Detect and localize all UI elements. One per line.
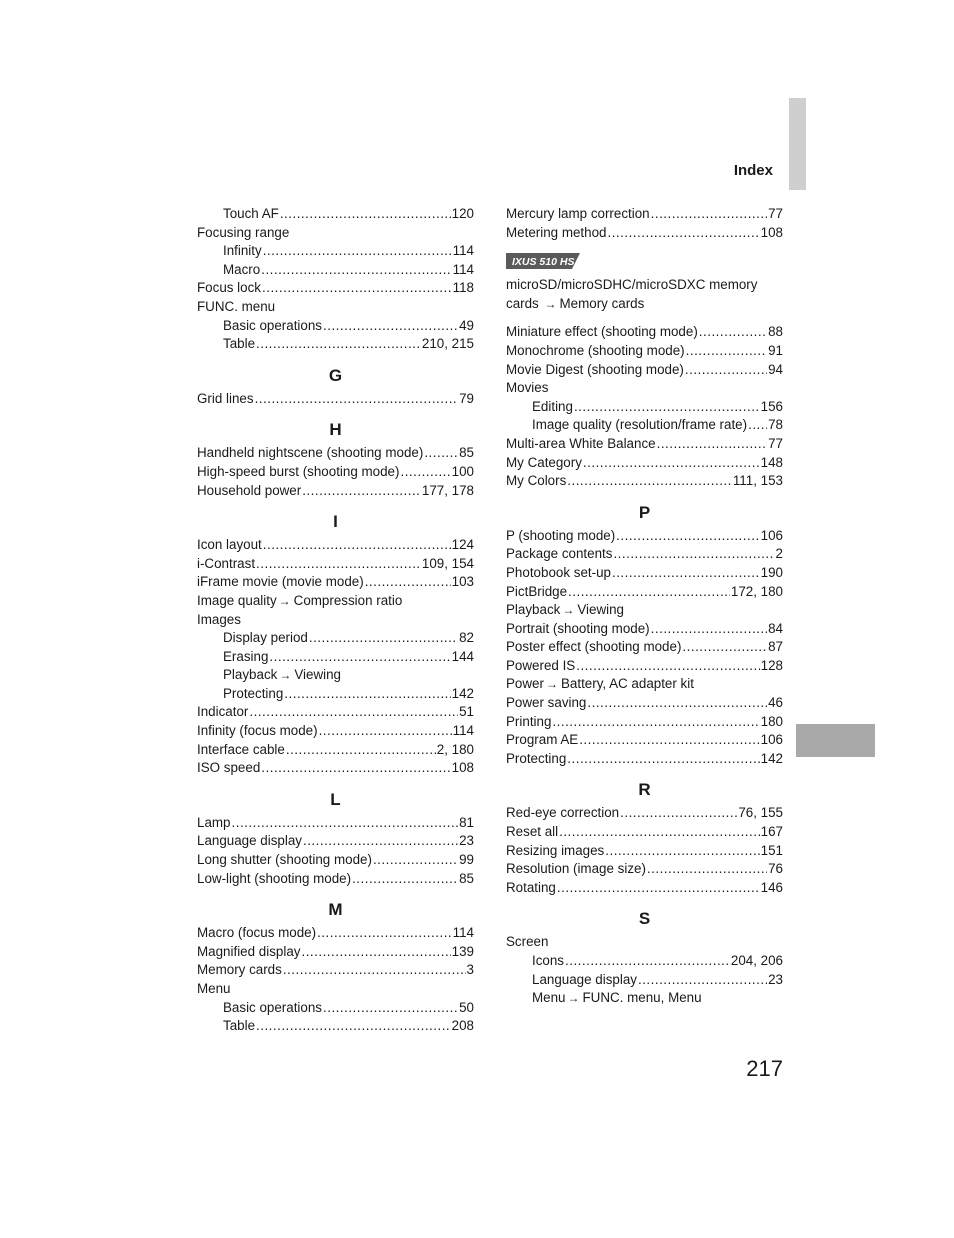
index-entry bbox=[506, 224, 783, 243]
entry-page-ref: 79 bbox=[459, 390, 474, 406]
entry-label: Handheld nightscene (shooting mode) bbox=[197, 445, 424, 461]
entry-label: Basic operations bbox=[223, 999, 322, 1015]
index-entry bbox=[197, 611, 474, 630]
entry-page-ref: 87 bbox=[768, 639, 783, 655]
dot-leader bbox=[263, 536, 451, 555]
dot-leader bbox=[682, 638, 767, 657]
index-entry bbox=[506, 527, 783, 546]
index-entry bbox=[197, 573, 474, 592]
entry-label: microSD/microSDHC/microSDXC memory cards bbox=[506, 277, 758, 311]
entry-label: Focus lock bbox=[197, 280, 261, 296]
entry-page-ref: 88 bbox=[768, 324, 783, 340]
index-entry bbox=[197, 924, 474, 943]
entry-page-ref: 99 bbox=[459, 852, 474, 868]
index-column-left bbox=[197, 205, 474, 1036]
dot-leader bbox=[283, 961, 466, 980]
index-entry bbox=[197, 279, 474, 298]
entry-label: My Colors bbox=[506, 473, 567, 489]
dot-leader bbox=[255, 390, 459, 409]
entry-label: Movie Digest (shooting mode) bbox=[506, 361, 684, 377]
entry-label: Powered IS bbox=[506, 657, 576, 673]
entry-label: Resizing images bbox=[506, 842, 605, 858]
index-entry bbox=[197, 851, 474, 870]
dot-leader bbox=[647, 860, 767, 879]
entry-label: Monochrome (shooting mode) bbox=[506, 342, 685, 358]
dot-leader bbox=[565, 952, 730, 971]
dot-leader bbox=[309, 629, 458, 648]
entry-label: Menu bbox=[532, 990, 566, 1006]
entry-page-ref: 208 bbox=[451, 1018, 474, 1034]
arrow-right-icon: → bbox=[562, 603, 575, 618]
index-entry bbox=[197, 482, 474, 501]
dot-leader bbox=[263, 242, 452, 261]
index-subentry bbox=[197, 999, 474, 1018]
model-badge bbox=[506, 253, 580, 269]
entry-label: Macro (focus mode) bbox=[197, 925, 317, 941]
index-entry bbox=[197, 741, 474, 760]
dot-leader bbox=[557, 879, 760, 898]
index-entry bbox=[197, 298, 474, 317]
index-entry bbox=[506, 323, 783, 342]
index-entry bbox=[506, 435, 783, 454]
index-entry bbox=[506, 860, 783, 879]
index-subentry bbox=[197, 242, 474, 261]
index-entry bbox=[506, 879, 783, 898]
entry-page-ref: 23 bbox=[768, 971, 783, 987]
dot-leader bbox=[249, 703, 458, 722]
entry-label: Power bbox=[506, 676, 544, 692]
dot-leader bbox=[574, 398, 760, 417]
entry-label: Image quality bbox=[197, 592, 277, 608]
entry-label: Table bbox=[223, 336, 256, 352]
index-entry bbox=[506, 545, 783, 564]
index-entry bbox=[506, 933, 783, 952]
entry-label: Low-light (shooting mode) bbox=[197, 870, 352, 886]
index-subentry bbox=[197, 1017, 474, 1036]
index-entry bbox=[506, 454, 783, 473]
index-subentry bbox=[197, 685, 474, 704]
entry-page-ref: 114 bbox=[452, 723, 474, 739]
entry-label: ISO speed bbox=[197, 760, 261, 776]
entry-label: Photobook set-up bbox=[506, 564, 611, 580]
entry-label: FUNC. menu bbox=[197, 298, 276, 314]
index-entry bbox=[506, 342, 783, 361]
entry-label: High-speed burst (shooting mode) bbox=[197, 463, 400, 479]
entry-page-ref: 142 bbox=[451, 685, 474, 701]
entry-label: Table bbox=[223, 1018, 256, 1034]
dot-leader bbox=[323, 317, 458, 336]
dot-leader bbox=[605, 842, 759, 861]
entry-label: Protecting bbox=[506, 750, 567, 766]
index-section-letter: P bbox=[638, 502, 651, 522]
entry-label: Infinity (focus mode) bbox=[197, 723, 318, 739]
dot-leader bbox=[699, 323, 767, 342]
entry-page-ref: 46 bbox=[768, 695, 783, 711]
entry-page-ref: 177, 178 bbox=[421, 482, 474, 498]
entry-page-ref: 106 bbox=[760, 527, 783, 543]
dot-leader bbox=[651, 620, 767, 639]
entry-page-ref: 114 bbox=[452, 261, 474, 277]
entry-page-ref: 120 bbox=[451, 206, 474, 221]
index-entry bbox=[197, 980, 474, 999]
entry-page-ref: 85 bbox=[459, 445, 474, 461]
dot-leader bbox=[284, 685, 450, 704]
dot-leader bbox=[256, 1017, 451, 1036]
index-entry bbox=[506, 804, 783, 823]
index-section-letter: R bbox=[638, 780, 651, 800]
dot-leader bbox=[607, 224, 759, 243]
index-entry bbox=[197, 814, 474, 833]
index-entry bbox=[197, 463, 474, 482]
entry-page-ref: 108 bbox=[760, 224, 783, 240]
dot-leader bbox=[651, 205, 767, 224]
index-section-letter: I bbox=[333, 512, 338, 532]
dot-leader bbox=[317, 924, 452, 943]
entry-page-ref: 85 bbox=[459, 870, 474, 886]
entry-label: Poster effect (shooting mode) bbox=[506, 639, 682, 655]
entry-page-ref: 91 bbox=[768, 342, 783, 358]
index-entry bbox=[506, 657, 783, 676]
entry-page-ref: 114 bbox=[452, 925, 474, 941]
entry-page-ref: 100 bbox=[451, 463, 474, 479]
dot-leader bbox=[302, 482, 421, 501]
entry-label: My Category bbox=[506, 454, 582, 470]
dot-leader bbox=[256, 335, 421, 354]
index-subentry bbox=[197, 648, 474, 667]
index-entry bbox=[506, 842, 783, 861]
index-entry bbox=[506, 379, 783, 398]
index-section-letter: M bbox=[328, 900, 343, 920]
entry-page-ref: 128 bbox=[760, 657, 783, 673]
entry-label: Reset all bbox=[506, 824, 559, 840]
entry-label: Package contents bbox=[506, 546, 613, 562]
dot-leader bbox=[323, 999, 458, 1018]
index-entry bbox=[197, 832, 474, 851]
arrow-right-icon: → bbox=[544, 296, 557, 311]
dot-leader bbox=[262, 279, 452, 298]
entry-label: Erasing bbox=[223, 648, 269, 664]
index-entry bbox=[506, 638, 783, 657]
model-badge-text: IXUS 510 HS bbox=[512, 256, 575, 269]
entry-page-ref: 51 bbox=[459, 704, 474, 720]
dot-leader bbox=[256, 555, 421, 574]
dot-leader bbox=[616, 527, 759, 546]
crossref-target: Battery, AC adapter kit bbox=[560, 676, 694, 692]
entry-page-ref: 151 bbox=[760, 842, 783, 858]
entry-label: Editing bbox=[532, 398, 573, 414]
index-subentry bbox=[197, 629, 474, 648]
index-subentry bbox=[197, 317, 474, 336]
entry-page-ref: 50 bbox=[459, 999, 474, 1015]
entry-label: Protecting bbox=[223, 685, 284, 701]
index-entry bbox=[197, 703, 474, 722]
crossref-target: FUNC. menu, Menu bbox=[582, 990, 702, 1006]
index-entry bbox=[197, 555, 474, 574]
dot-leader bbox=[319, 722, 452, 741]
index-entry-crossref bbox=[506, 601, 783, 620]
entry-label: Multi-area White Balance bbox=[506, 435, 656, 451]
index-entry bbox=[506, 361, 783, 380]
entry-page-ref: 156 bbox=[760, 398, 783, 414]
entry-label: Basic operations bbox=[223, 317, 322, 333]
dot-leader bbox=[686, 342, 767, 361]
index-entry bbox=[506, 750, 783, 769]
index-subentry bbox=[197, 261, 474, 280]
index-entry bbox=[197, 943, 474, 962]
entry-page-ref: 204, 206 bbox=[730, 953, 783, 968]
index-subentry bbox=[197, 335, 474, 354]
dot-leader bbox=[373, 851, 458, 870]
entry-label: Images bbox=[197, 611, 241, 627]
index-entry bbox=[197, 961, 474, 980]
dot-leader bbox=[567, 750, 759, 769]
entry-label: Movies bbox=[506, 380, 549, 396]
entry-page-ref: 111, 153 bbox=[732, 473, 783, 489]
dot-leader bbox=[587, 694, 767, 713]
dot-leader bbox=[301, 943, 450, 962]
entry-page-ref: 139 bbox=[451, 943, 474, 959]
entry-label: Metering method bbox=[506, 224, 607, 240]
entry-page-ref: 103 bbox=[451, 574, 474, 590]
crossref-target: Compression ratio bbox=[293, 592, 403, 608]
entry-page-ref: 76 bbox=[768, 861, 783, 877]
dot-leader bbox=[232, 814, 459, 833]
entry-label: Focusing range bbox=[197, 224, 290, 240]
index-entry bbox=[506, 205, 783, 224]
index-entry-crossref bbox=[506, 276, 783, 313]
dot-leader bbox=[685, 361, 767, 380]
crossref-target: Viewing bbox=[294, 667, 341, 683]
entry-label: Menu bbox=[197, 981, 231, 996]
entry-label: Mercury lamp correction bbox=[506, 206, 650, 221]
entry-label: Rotating bbox=[506, 879, 556, 895]
entry-page-ref: 142 bbox=[760, 750, 783, 766]
entry-page-ref: 76, 155 bbox=[738, 805, 783, 821]
entry-label: Screen bbox=[506, 934, 549, 950]
entry-label: Program AE bbox=[506, 732, 579, 748]
dot-leader bbox=[620, 804, 737, 823]
dot-leader bbox=[612, 564, 760, 583]
entry-label: Power saving bbox=[506, 695, 587, 711]
crossref-target: Memory cards bbox=[559, 295, 645, 311]
entry-label: Display period bbox=[223, 630, 308, 646]
entry-page-ref: 172, 180 bbox=[730, 583, 783, 599]
entry-page-ref: 109, 154 bbox=[421, 555, 474, 571]
entry-page-ref: 49 bbox=[459, 317, 474, 333]
crossref-target: Viewing bbox=[577, 602, 624, 618]
dot-leader bbox=[567, 472, 732, 491]
index-section-letter: L bbox=[330, 789, 341, 809]
arrow-right-icon: → bbox=[545, 677, 558, 692]
dot-leader bbox=[400, 463, 450, 482]
entry-label: Image quality (resolution/frame rate) bbox=[532, 417, 748, 433]
index-entry bbox=[506, 823, 783, 842]
index-entry bbox=[506, 583, 783, 602]
dot-leader bbox=[424, 444, 458, 463]
entry-page-ref: 190 bbox=[760, 564, 783, 580]
arrow-right-icon: → bbox=[279, 668, 292, 683]
entry-page-ref: 114 bbox=[452, 243, 474, 259]
dot-leader bbox=[303, 832, 458, 851]
index-entry bbox=[506, 472, 783, 491]
entry-label: Playback bbox=[506, 602, 561, 618]
entry-label: Magnified display bbox=[197, 943, 301, 959]
entry-page-ref: 2 bbox=[775, 546, 783, 562]
entry-label: Portrait (shooting mode) bbox=[506, 620, 650, 636]
index-subentry bbox=[506, 416, 783, 435]
entry-label: Lamp bbox=[197, 814, 231, 830]
entry-label: Long shutter (shooting mode) bbox=[197, 852, 372, 868]
index-section-letter: S bbox=[638, 909, 651, 929]
dot-leader bbox=[748, 416, 767, 435]
index-subentry bbox=[506, 952, 783, 971]
entry-page-ref: 3 bbox=[466, 962, 474, 978]
index-subentry bbox=[197, 205, 474, 224]
index-entry bbox=[506, 731, 783, 750]
dot-leader bbox=[583, 454, 760, 473]
entry-label: Language display bbox=[532, 971, 637, 987]
dot-leader bbox=[365, 573, 451, 592]
dot-leader bbox=[261, 261, 451, 280]
index-entry bbox=[197, 536, 474, 555]
entry-label: Interface cable bbox=[197, 741, 285, 757]
entry-label: Miniature effect (shooting mode) bbox=[506, 324, 698, 340]
entry-page-ref: 81 bbox=[459, 814, 474, 830]
entry-page-ref: 94 bbox=[768, 361, 783, 377]
entry-label: Icons bbox=[532, 953, 565, 968]
index-entry-crossref bbox=[197, 666, 474, 685]
entry-label: Household power bbox=[197, 482, 302, 498]
entry-label: Red-eye correction bbox=[506, 805, 620, 821]
dot-leader bbox=[568, 583, 730, 602]
dot-leader bbox=[261, 759, 450, 778]
entry-page-ref: 210, 215 bbox=[421, 336, 474, 352]
entry-label: i-Contrast bbox=[197, 555, 256, 571]
entry-page-ref: 180 bbox=[760, 713, 783, 729]
entry-page-ref: 118 bbox=[452, 280, 474, 296]
entry-page-ref: 144 bbox=[451, 648, 474, 664]
index-subentry bbox=[506, 971, 783, 990]
dot-leader bbox=[280, 205, 451, 224]
entry-page-ref: 2, 180 bbox=[436, 741, 474, 757]
index-entry bbox=[506, 564, 783, 583]
dot-leader bbox=[286, 741, 436, 760]
entry-page-ref: 77 bbox=[768, 435, 783, 451]
spacer bbox=[506, 313, 783, 323]
entry-label: iFrame movie (movie mode) bbox=[197, 574, 364, 590]
page-header-title: Index bbox=[733, 162, 773, 179]
entry-label: Language display bbox=[197, 833, 302, 849]
dot-leader bbox=[552, 713, 759, 732]
index-section-letter: G bbox=[328, 365, 343, 385]
entry-label: Indicator bbox=[197, 704, 249, 720]
entry-page-ref: 77 bbox=[768, 206, 783, 221]
chapter-tab-decoration bbox=[789, 98, 806, 190]
dot-leader bbox=[657, 435, 768, 454]
index-entry bbox=[506, 620, 783, 639]
index-entry bbox=[506, 694, 783, 713]
entry-page-ref: 146 bbox=[760, 879, 783, 895]
entry-page-ref: 106 bbox=[760, 732, 783, 748]
entry-label: P (shooting mode) bbox=[506, 527, 616, 543]
entry-page-ref: 148 bbox=[760, 454, 783, 470]
entry-label: PictBridge bbox=[506, 583, 568, 599]
page-number: 217 bbox=[746, 1056, 783, 1081]
dot-leader bbox=[638, 971, 767, 990]
index-column-right bbox=[506, 205, 783, 1008]
entry-page-ref: 84 bbox=[768, 620, 783, 636]
index-section-letter: H bbox=[329, 420, 342, 440]
index-entry bbox=[197, 722, 474, 741]
index-entry bbox=[506, 713, 783, 732]
entry-label: Printing bbox=[506, 713, 552, 729]
entry-page-ref: 82 bbox=[459, 630, 474, 646]
arrow-right-icon: → bbox=[567, 991, 580, 1006]
entry-page-ref: 78 bbox=[768, 417, 783, 433]
index-section-tab bbox=[796, 724, 875, 757]
dot-leader bbox=[352, 870, 458, 889]
index-entry bbox=[197, 444, 474, 463]
entry-label: Playback bbox=[223, 667, 278, 683]
entry-label: Memory cards bbox=[197, 962, 282, 978]
entry-label: Infinity bbox=[223, 243, 262, 259]
dot-leader bbox=[579, 731, 759, 750]
arrow-right-icon: → bbox=[278, 593, 291, 608]
index-entry bbox=[197, 390, 474, 409]
entry-label: Resolution (image size) bbox=[506, 861, 646, 877]
entry-label: Icon layout bbox=[197, 537, 262, 553]
index-entry-crossref bbox=[506, 989, 783, 1008]
dot-leader bbox=[576, 657, 759, 676]
entry-label: Macro bbox=[223, 261, 261, 277]
index-entry bbox=[197, 224, 474, 243]
index-entry-crossref bbox=[506, 675, 783, 694]
index-entry bbox=[197, 870, 474, 889]
entry-label: Touch AF bbox=[223, 206, 279, 221]
entry-page-ref: 124 bbox=[451, 537, 474, 553]
dot-leader bbox=[613, 545, 774, 564]
index-subentry bbox=[506, 398, 783, 417]
dot-leader bbox=[269, 648, 450, 667]
entry-page-ref: 23 bbox=[459, 833, 474, 849]
index-entry-crossref bbox=[197, 592, 474, 611]
entry-label: Grid lines bbox=[197, 390, 254, 406]
index-entry bbox=[197, 759, 474, 778]
dot-leader bbox=[559, 823, 760, 842]
entry-page-ref: 108 bbox=[451, 760, 474, 776]
entry-page-ref: 167 bbox=[760, 824, 783, 840]
